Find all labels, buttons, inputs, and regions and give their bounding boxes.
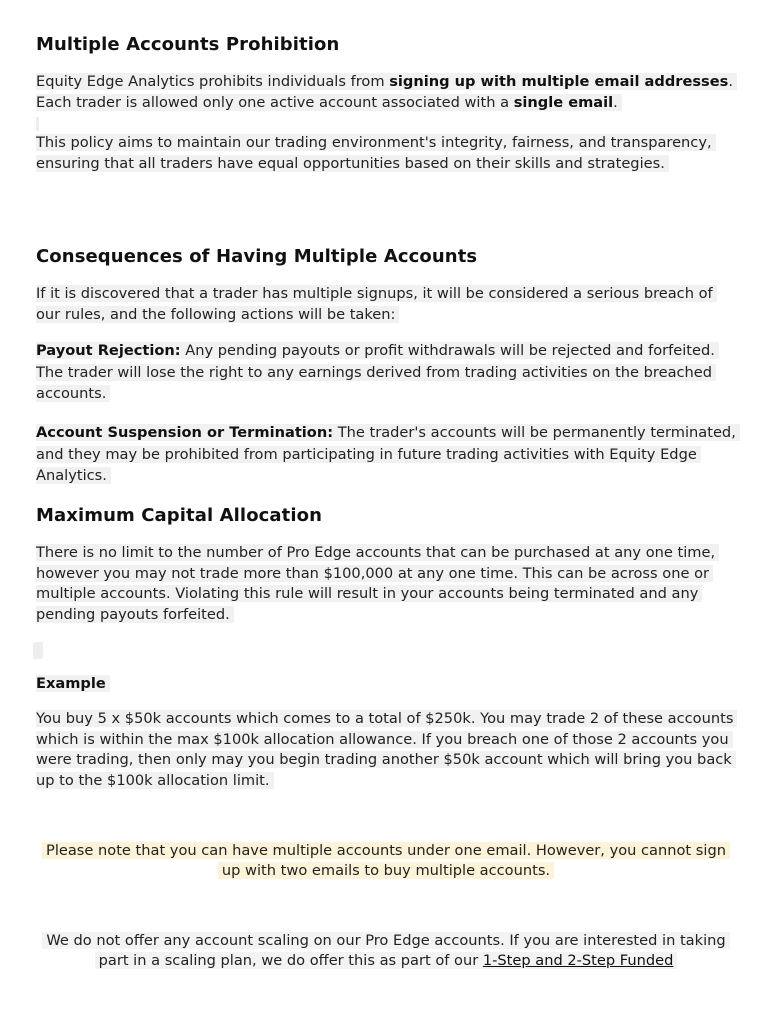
account-suspension-item (36, 422, 736, 487)
payout-rejection-item (36, 340, 736, 405)
note-text: Please note that you can have multiple accounts under one email. However, you cannot sign up with two emails to buy multiple accounts. (42, 842, 730, 879)
consequences-intro-text: If it is discovered that a trader has multiple signups, it will be considered a serious breach of our rules, and the following actions will be taken: (36, 285, 717, 323)
empty-block-marker (36, 117, 39, 131)
payout-rejection-label: Payout Rejection: (36, 342, 181, 359)
heading-maximum-capital-allocation: Maximum Capital Allocation (36, 505, 323, 526)
example-paragraph (36, 709, 736, 791)
scaling-text: We do not offer any account scaling on our Pro Edge accounts. If you are interested in taking part in a scaling plan, we do offer this as part of our (46, 932, 726, 969)
example-label: Example (36, 675, 106, 692)
funded-accounts-link[interactable]: 1-Step and 2-Step Funded (482, 952, 674, 969)
consequences-intro (36, 284, 736, 325)
policy-aim-paragraph (36, 133, 736, 174)
prohibition-text-d: . (613, 93, 618, 111)
example-text: You buy 5 x $50k accounts which comes to a total of $250k. You may trade 2 of these accounts which is within the max $100k allocation allowance. If you breach one of those 2 accounts you were trading, then only may you begin trading another $50k account which will bring you back up to the $100k allocation limit. (36, 710, 737, 789)
prohibition-text-c: . Each trader is allowed only one active account associated with a (36, 73, 733, 111)
account-suspension-text: The trader's accounts will be permanently terminated, and they may be prohibited from participating in future trading activities with Equity Edge Analytics. (36, 424, 736, 484)
prohibition-text-a: Equity Edge Analytics prohibits individuals from (36, 73, 390, 90)
empty-block-marker (33, 642, 43, 659)
prohibition-bold-multiple-emails: signing up with multiple email addresses (389, 73, 729, 90)
heading-consequences: Consequences of Having Multiple Accounts (36, 246, 478, 267)
account-suspension-label: Account Suspension or Termination: (36, 424, 334, 441)
multiple-accounts-note (36, 841, 736, 881)
capital-allocation-paragraph (36, 543, 736, 625)
payout-rejection-text: Any pending payouts or profit withdrawals will be rejected and forfeited. The trader will lose the right to any earnings derived from trading activities on the breached accounts. (36, 342, 715, 402)
policy-aim-text: This policy aims to maintain our trading environment's integrity, fairness, and transparency, ensuring that all traders have equal opportunities based on their skills and strategies. (36, 134, 716, 172)
example-heading (36, 674, 736, 695)
capital-allocation-text: There is no limit to the number of Pro Edge accounts that can be purchased at any one time, however you may not trade more than $100,000 at any one time. This can be across one or multiple accounts. Violating this rule will result in your accounts being terminated and any pending payouts forfeited. (36, 544, 719, 623)
heading-multiple-accounts-prohibition: Multiple Accounts Prohibition (36, 34, 340, 55)
prohibition-paragraph (36, 72, 736, 113)
prohibition-bold-single-email: single email (513, 93, 614, 111)
scaling-paragraph (36, 931, 736, 971)
